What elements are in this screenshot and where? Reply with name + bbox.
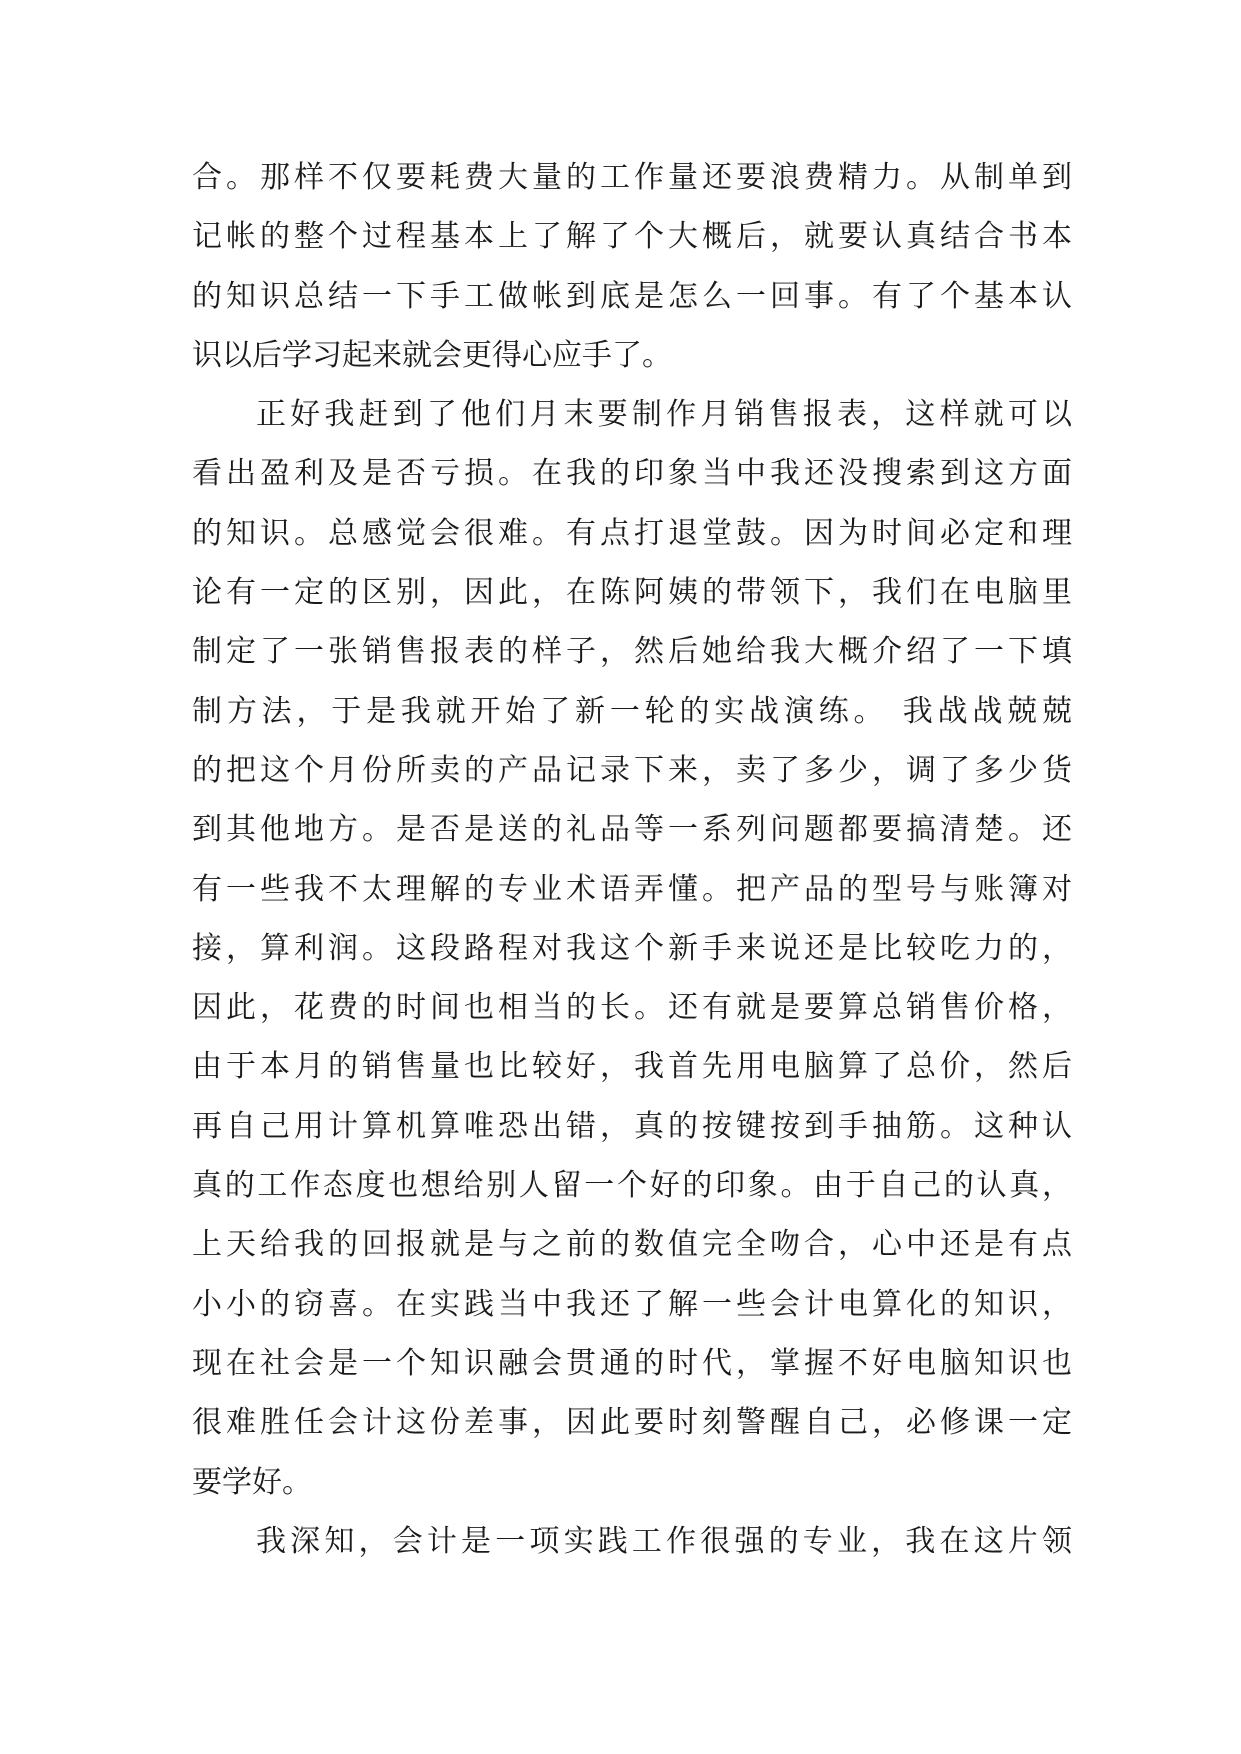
text-line: 我深知，会计是一项实践工作很强的专业，我在这片领 — [256, 1523, 1072, 1559]
text-line: 到其他地方。是否是送的礼品等一系列问题都要搞清楚。还 — [192, 812, 1072, 848]
text-line: 现在社会是一个知识融会贯通的时代，掌握不好电脑知识也 — [192, 1345, 1072, 1381]
text-line: 再自己用计算机算唯恐出错，真的按键按到手抽筋。这种认 — [192, 1108, 1072, 1144]
text-line: 看出盈利及是否亏损。在我的印象当中我还没搜索到这方面 — [192, 456, 1072, 492]
text-line: 正好我赶到了他们月末要制作月销售报表，这样就可以 — [256, 397, 1072, 433]
body-text — [192, 148, 1072, 1571]
text-line: 识以后学习起来就会更得心应手了。 — [192, 337, 672, 373]
text-line: 要学好。 — [192, 1464, 312, 1500]
text-line: 的把这个月份所卖的产品记录下来，卖了多少，调了多少货 — [192, 752, 1072, 788]
text-line: 的知识总结一下手工做帐到底是怎么一回事。有了个基本认 — [192, 278, 1072, 314]
text-line: 论有一定的区别，因此，在陈阿姨的带领下，我们在电脑里 — [192, 575, 1072, 611]
text-line: 由于本月的销售量也比较好，我首先用电脑算了总价，然后 — [192, 1049, 1072, 1085]
text-line: 合。那样不仅要耗费大量的工作量还要浪费精力。从制单到 — [192, 160, 1072, 195]
text-line: 因此，花费的时间也相当的长。还有就是要算总销售价格， — [192, 990, 1072, 1026]
text-line: 接，算利润。这段路程对我这个新手来说还是比较吃力的， — [192, 930, 1072, 966]
text-line: 制方法，于是我就开始了新一轮的实战演练。 我战战兢兢 — [192, 693, 1072, 729]
text-line: 上天给我的回报就是与之前的数值完全吻合，心中还是有点 — [192, 1227, 1072, 1263]
text-line: 记帐的整个过程基本上了解了个大概后，就要认真结合书本 — [192, 219, 1072, 255]
text-line: 制定了一张销售报表的样子，然后她给我大概介绍了一下填 — [192, 634, 1072, 670]
text-line: 有一些我不太理解的专业术语弄懂。把产品的型号与账簿对 — [192, 871, 1072, 907]
text-line: 的知识。总感觉会很难。有点打退堂鼓。因为时间必定和理 — [192, 515, 1072, 551]
text-line: 很难胜任会计这份差事，因此要时刻警醒自己，必修课一定 — [192, 1405, 1072, 1441]
text-line: 真的工作态度也想给别人留一个好的印象。由于自己的认真， — [192, 1168, 1072, 1204]
text-line: 小小的窃喜。在实践当中我还了解一些会计电算化的知识， — [192, 1286, 1072, 1322]
